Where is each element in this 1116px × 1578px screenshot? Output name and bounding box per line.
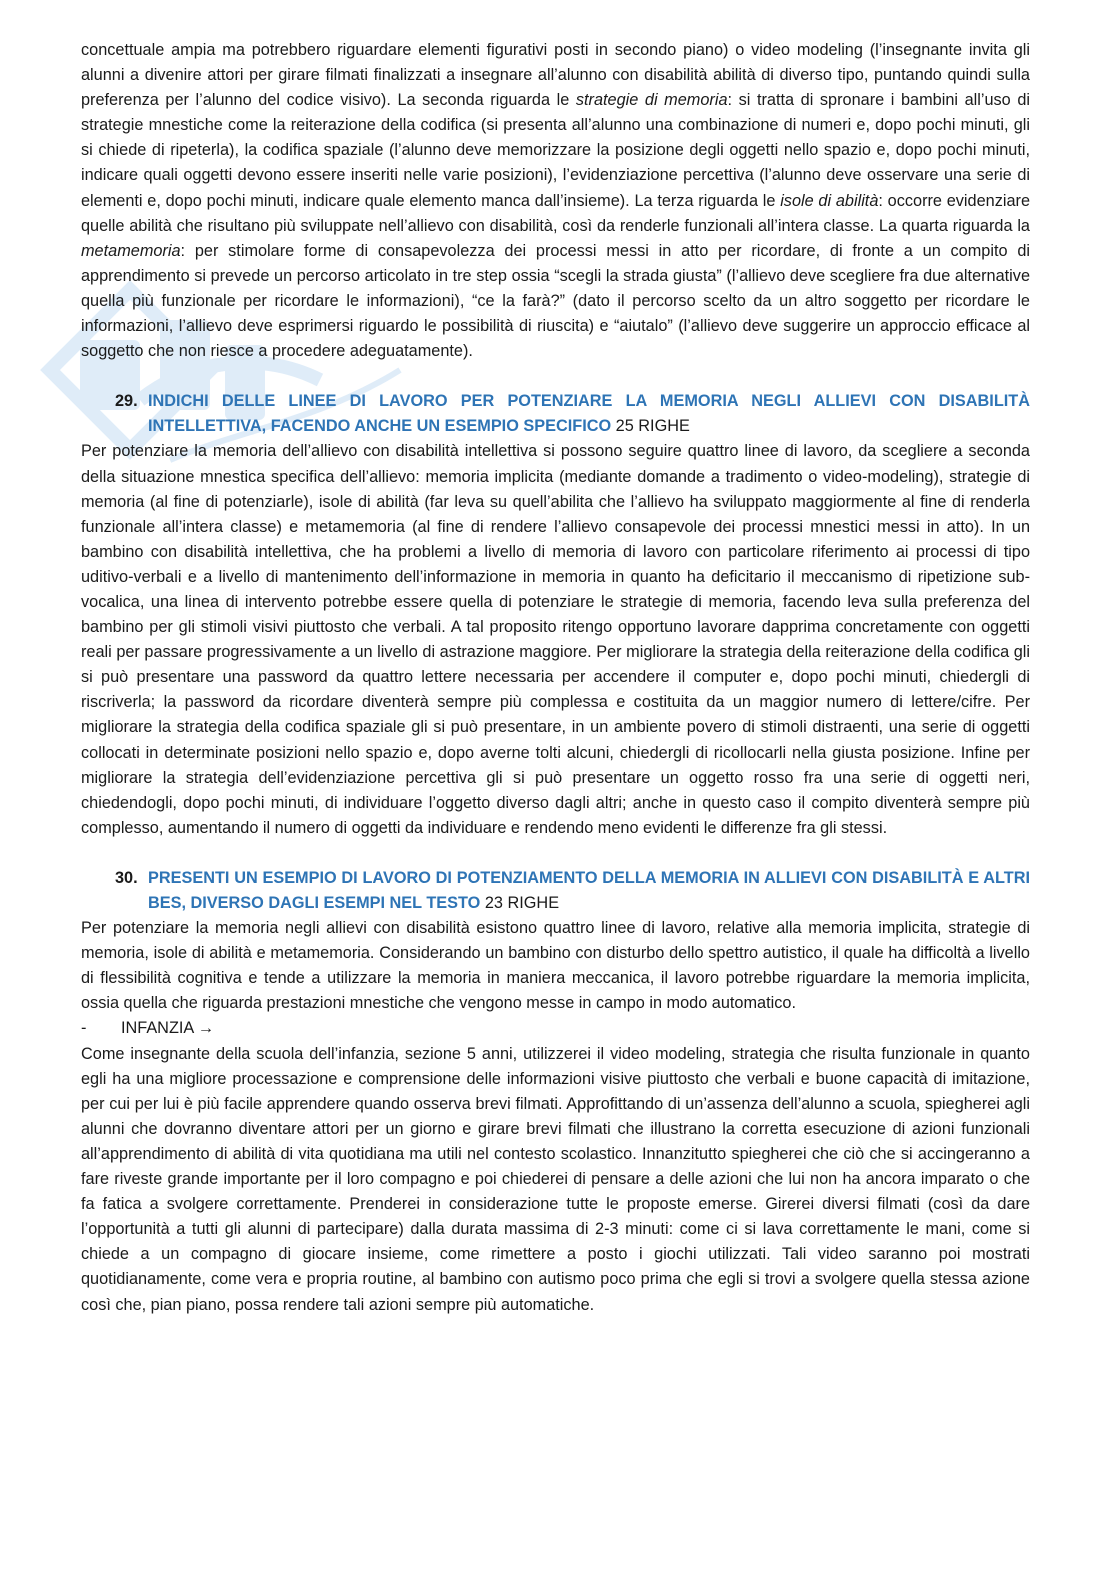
arrow-right-icon: → xyxy=(197,1019,215,1038)
intro-em-strategie: strategie di memoria xyxy=(575,91,728,110)
question-29-number: 29. xyxy=(115,392,138,411)
list-bullet: - xyxy=(81,1019,87,1038)
question-30-answer-intro: Per potenziare la memoria negli allievi con disabilità esistono quattro linee di lavoro, relative alla memoria implicita, strategie di memoria, isole di abilità e metamemoria. Considerando un bambino con disturbo dello spettro autistico, il quale ha difficoltà a livello di flessibilità cognitiva e tende a utilizzare la memoria in maniera meccanica, il lavoro potrebbe riguardare la memoria implicita, ossia quella che riguarda prestazioni mnestiche che vengono messe in campo in modo automatico. xyxy=(81,919,1030,1013)
intro-text-d: : per stimolare forme di consapevolezza dei processi messi in atto per ricordare, di fronte a un compito di apprendimento si prevede un percorso articolato in tre step ossia “scegli la strada giusta” (l’allievo deve scegliere fra due alternative quella più funzionale per ricordare le informazioni), “ce la farà?” (dato il percorso scelto da un altro soggetto per ricordare le informazioni, l’allievo deve esprimersi riguardo le possibilità di riuscita) e “aiutalo” (l’allievo deve suggerire un approccio efficace al soggetto che non riesce a procedere adeguatamente). xyxy=(81,241,1030,361)
question-29-answer: Per potenziare la memoria dell’allievo con disabilità intellettiva si possono seguire quattro linee di lavoro, da scegliere a seconda della situazione mnestica specifica dell’allievo: memoria implicita (mediante domande a tradimento o video-modeling), strategie di memoria (al fine di potenziarle), isole di abilità (far leva su quell’abilita che l’allievo ha sviluppato maggiormente al fine di renderla funzionale all’intera classe) e metamemoria (al fine di rendere l’allievo consapevole dei processi mnestici messi in atto). In un bambino con disabilità intellettiva, che ha problemi a livello di memoria di lavoro con particolare riferimento ai processi di tipo uditivo-verbali e a livello di mantenimento dell’informazione in memoria in quanto ha deficitario il meccanismo di ripetizione sub-vocalica, una linea di intervento potrebbe essere quella di potenziare le strategie di memoria, facendo leva sulla preferenza del bambino per gli stimoli visivi piuttosto che verbali. A tal proposito ritengo opportuno lavorare dapprima concretamente con oggetti reali per passare progressivamente a un livello di astrazione maggiore. Per migliorare la strategia della reiterazione della codifica gli si può presentare una password da quattro lettere necessaria per accendere il computer e, dopo pochi minuti, chiedergli di riscriverla; la password da ricordare diventerà sempre più complessa e costituita da un maggior numero di lettere/cifre. Per migliorare la strategia della codifica spaziale gli si può presentare, in un ambiente povero di stimoli distraenti, una serie di oggetti collocati in determinate posizioni nello spazio e, dopo averne tolti alcuni, chiedergli di ricollocarli nella giusta posizione. Infine per migliorare la strategia dell’evidenziazione percettiva gli si può presentare un oggetto rosso fra una serie di oggetti neri, chiedendogli, dopo pochi minuti, di individuare l’oggetto diverso dagli altri; anche in questo caso il compito diventerà sempre più complesso, aumentando il numero di oggetti da individuare e rendendo meno evidenti le differenze fra gli stessi. xyxy=(81,442,1030,837)
list-item-label: INFANZIA xyxy=(121,1019,194,1038)
document-content xyxy=(81,38,1030,1318)
question-29-rows: 25 RIGHE xyxy=(611,417,690,436)
intro-text-a: concettuale ampia ma potrebbero riguardare elementi figurativi posti in secondo piano) o video modeling (l’insegnante invita gli alunni a divenire attori per girare filmati finalizzati a insegnare all’alunno con disabilità abilità di diverso tipo, puntando quindi sulla preferenza per l’alunno del codice visivo). La seconda riguarda le xyxy=(81,41,1030,110)
question-30-heading xyxy=(81,866,1030,916)
question-30-title: PRESENTI UN ESEMPIO DI LAVORO DI POTENZIAMENTO DELLA MEMORIA IN ALLIEVI CON DISABILITÀ E ALTRI BES, DIVERSO DAGLI ESEMPI NEL TESTO xyxy=(148,868,1030,912)
intro-em-isole: isole di abilità xyxy=(780,191,879,210)
intro-text-c: : occorre evidenziare quelle abilità che risultano più sviluppate nell’allievo con disabilità, così da renderle funzionali all’intera classe. La quarta riguarda la xyxy=(81,191,1030,235)
intro-em-metamemoria: metamemoria xyxy=(81,241,181,260)
question-30-rows: 23 RIGHE xyxy=(480,894,560,912)
question-29-heading xyxy=(81,389,1030,439)
question-30-answer-infanzia: Come insegnante della scuola dell’infanzia, sezione 5 anni, utilizzerei il video modeling, strategia che risulta funzionale in quanto egli ha una migliore processazione e comprensione delle informazioni visive piuttosto che verbali e buone capacità di imitazione, per cui per lui è più facile apprendere quando osserva brevi filmati. Approfittando di un’assenza dell’alunno a scuola, spiegherei agli alunni che dovranno diventare attori per un giorno e girare brevi filmati che illustrano la corretta esecuzione di azioni funzionali all’apprendimento di abilità di vita quotidiana ma utili nel contesto scolastico. Innanzitutto spiegherei che ciò che si accingeranno a fare riveste grande importante per il loro compagno e poi chiederei di pensare a delle azioni che lui non ha ancora imparato o che fa fatica a svolgere correttamente. Prenderei in considerazione tutte le proposte emerse. Girerei diversi filmati (così da dare l’opportunità a tutti gli alunni di partecipare) dalla durata massima di 2-3 minuti: come ci si lava correttamente le mani, come si chiede a un compagno di giocare insieme, come rimettere a posto i giochi utilizzati. Tali video saranno poi mostrati quotidianamente, come vera e propria routine, al bambino con autismo poco prima che egli si trovi a svolgere quella stessa azione così che, pian piano, possa rendere tali azioni sempre più automatiche. xyxy=(81,1044,1030,1314)
question-30-number: 30. xyxy=(115,868,138,887)
question-29-title: INDICHI DELLE LINEE DI LAVORO PER POTENZIARE LA MEMORIA NEGLI ALLIEVI CON DISABILITÀ INTELLETTIVA, FACENDO ANCHE UN ESEMPIO SPECIFICO xyxy=(148,392,1030,436)
list-item-infanzia xyxy=(81,1016,1030,1041)
intro-text-b: : si tratta di spronare i bambini all’uso di strategie mnestiche come la reiterazione della codifica (si presenta all’alunno una combinazione di numeri e, dopo pochi minuti, gli si chiede di ripeterla), la codifica spaziale (l’alunno deve memorizzare la posizione degli oggetti nello spazio e, dopo pochi minuti, indicare quali oggetti devono essere inseriti nelle varie posizioni), l’evidenziazione percettiva (l’alunno deve osservare una serie di elementi e, dopo pochi minuti, indicare quale elemento manca dall’insieme). La terza riguarda le xyxy=(81,91,1030,210)
intro-paragraph xyxy=(81,38,1030,364)
